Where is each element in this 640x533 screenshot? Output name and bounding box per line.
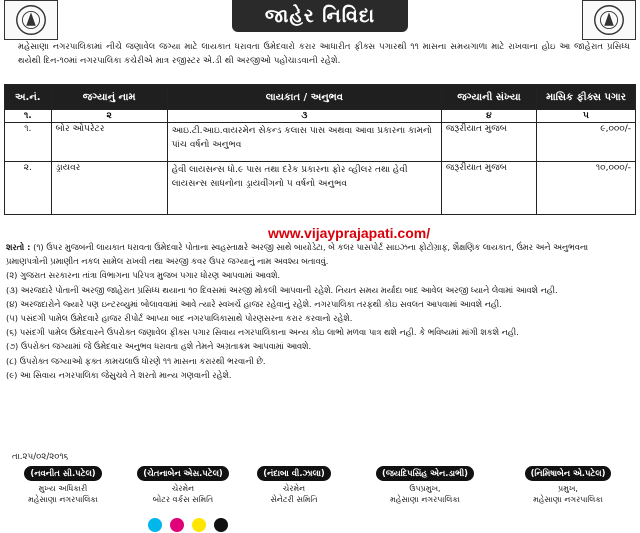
municipal-emblem-right-icon — [582, 0, 636, 40]
condition-item: (૭) ઉપરોક્ત જગ્યામાં જે ઉમેદવાર અનુભવ ધરાવતા હશે તેમને અગ્રતાક્રમ આપવામાં આવશે. — [6, 341, 312, 352]
header-sr: અ.નં. — [5, 85, 52, 110]
watermark-link[interactable]: www.vijayprajapati.com/ — [268, 225, 431, 241]
magenta-swatch — [170, 518, 184, 532]
signatory-office: બોટર વર્કસ સમિતિ — [152, 495, 214, 504]
row-qualification: આઇ.ટી.આઇ.વાયરમેન સેકન્ડ કલાસ પાસ અથવા આવા પ્રકારના કામનો પાંચ વર્ષનો અનુભવ — [167, 123, 441, 162]
condition-item: (૫) પસંદગી પામેલ ઉમેદવારે હાજર રીપોર્ટ આપ્યા બાદ નગરપાલિકાસાથે પોરણસરના કરાર કરવાનો રહેશે. — [6, 313, 353, 324]
signatory-office: મહેસાણા નગરપાલિકા — [28, 495, 98, 504]
header-qualification: લાયકાત / અનુભવ — [167, 85, 441, 110]
title-band — [232, 0, 408, 32]
signatory-name: (ચેતનાબેન એસ.પટેલ) — [137, 466, 229, 481]
signatory-title: ચેરમેન — [171, 484, 195, 493]
signatory-name: (જયદિપસિંહ એન.ડાભી) — [376, 466, 474, 481]
page-title: જાહેર નિવિદા — [264, 5, 376, 27]
row-pay: ૧૦,૦૦૦/- — [537, 162, 636, 215]
row-post-name: ડ્રાયવર — [51, 162, 167, 215]
condition-item: (૪) અરજદારોને જ્યારે પણ ઇન્ટરવ્યુમાં બોલાવવામાં આવે ત્યારે સ્વખર્ચે હાજર રહેવાનું રહેશે. નગરપાલિકા તરફથી કોઇ સવલત આપવામાં આવશે નહી. — [6, 298, 502, 309]
row-sr: ૧. — [5, 123, 52, 162]
table-row — [5, 162, 636, 215]
col-number: ૩ — [167, 110, 441, 123]
signatory-office: મહેસાણા નગરપાલિકા — [390, 495, 460, 504]
row-qualification: હેવી લાયસન્સ ધો.૯ પાસ તથા દરેક પ્રકારના ફોર વ્હીલર તથા હેવી લાયસન્સ સાધનોના ડ્રાયવીંગનો ૫ વર્ષનો અનુભવ — [167, 162, 441, 215]
col-number: ૪ — [441, 110, 536, 123]
header-post-name: જગ્યાનું નામ — [51, 85, 167, 110]
signatory-title: પ્રમુખ, — [558, 484, 578, 493]
row-sr: ૨. — [5, 162, 52, 215]
black-swatch — [214, 518, 228, 532]
notice-date: તા.૨૫/૦૨/૨૦૧૬ — [12, 452, 69, 462]
conditions-heading: શરતો : — [6, 242, 31, 252]
row-count: જરૂરીયાત મુજબ — [441, 123, 536, 162]
intro-paragraph: મહેસાણા નગરપાલિકામાં નીચે જણાવેલ જગ્યા માટે લાયકાત ધરાવતા ઉમેદવારો કરાર આધારીત ફીક્સ પગારથી ૧૧ માસના સમયગાળા માટે રાખવાના હોઇ આ જાહેરાત પ્રસિધ્ધ થયેથી દિન-૧૦માં નગરપાલિકા કચેરીએ માત્ર રજીસ્ટર એ.ડી થી અરજીઓ પહોંચાડવાની રહેશે. — [18, 42, 630, 66]
col-number: ૨ — [51, 110, 167, 123]
signatory-title: ઉપપ્રમુખ, — [409, 484, 441, 493]
signatory-office: સેનેટરી સમિતિ — [270, 495, 318, 504]
signature — [128, 466, 238, 512]
header — [0, 0, 640, 34]
signature — [242, 466, 346, 512]
condition-item: (૮) ઉપરોક્ત જગ્યાઓ ફક્ત કામચલાઉ ધોરણે ૧૧ માસના કરારથી ભરવાની છે. — [6, 355, 266, 366]
col-number: ૧. — [5, 110, 52, 123]
column-number-row — [5, 110, 636, 123]
cyan-swatch — [148, 518, 162, 532]
print-color-marks — [148, 516, 368, 532]
row-pay: ૯,૦૦૦/- — [537, 123, 636, 162]
condition-item: (૧) ઉપર મુજબની લાયકાત ધરાવતા ઉમેદવારે પોતાના સ્વહસ્તાક્ષરે અરજી સાથે બાયોડેટા, બે કલર પાસપોર્ટ સાઇઝના ફોટોગ્રાફ, શૈક્ષણિક લાયકાત, ઉંમર અને અનુભવના પ્રમાણપત્રોની પ્રમાણીત નકલ સામેલ રાખવી તથા અરજી કવર ઉપર જગ્યાનું નામ અવશ્ય બતાવવું. — [6, 242, 589, 267]
condition-item: (૩) અરજદારે પોતાની અરજી જાહેરાત પ્રસિધ્ધ થયાના ૧૦ દિવસમાં અરજી મોકલી આપવાની રહેશે. નિયત સમય મર્યાદા બાદ આવેલ અરજી ધ્યાને લેવામાં આવશે નહી. — [6, 284, 558, 295]
signatory-name: (નવનીત સી.પટેલ) — [24, 466, 101, 481]
row-count: જરૂરીયાત મુજબ — [441, 162, 536, 215]
yellow-swatch — [192, 518, 206, 532]
col-number: ૫ — [537, 110, 636, 123]
signature — [502, 466, 634, 512]
condition-item: (૬) પસંદગી પામેલ ઉમેદવારને ઉપરોક્ત જણાવેલ ફીક્સ પગાર સિવાય નગરપાલિકાના અન્ય કોઇ લાભો મળવા પાત્ર થશે નહી. કે ભવિષ્યમાં માંગી શકશે નહી. — [6, 327, 519, 338]
row-post-name: બોર ઓપરેટર — [51, 123, 167, 162]
signatory-name: (નિમિષાબેન એ.પટેલ) — [525, 466, 612, 481]
signature — [4, 466, 122, 512]
table-row — [5, 123, 636, 162]
conditions — [6, 240, 632, 382]
signature — [356, 466, 494, 512]
signatory-title: મુખ્ય અધિકારી — [38, 484, 88, 493]
header-count: જગ્યાની સંખ્યા — [441, 85, 536, 110]
signatory-name: (નંદાબા વી.ઝાલા) — [257, 466, 331, 481]
signatory-title: ચેરમેન — [282, 484, 306, 493]
signature-block — [4, 466, 636, 512]
header-pay: માસિક ફીક્સ પગાર — [537, 85, 636, 110]
condition-item: (૯) આ સિવાય નગરપાલિકા જેસુચવે તે શરતો માન્ય ગણવાની રહેશે. — [6, 369, 232, 380]
table-header-row — [5, 85, 636, 110]
signatory-office: મહેસાણા નગરપાલિકા — [533, 495, 603, 504]
condition-item: (૨) ગુજરાત સરકારના તાંત્રા વિભાગના પરિપત્ર મુજબ પગાર ધોરણ આપવામાં આવશે. — [6, 270, 281, 281]
vacancy-table — [4, 84, 636, 215]
municipal-emblem-left-icon — [4, 0, 58, 40]
